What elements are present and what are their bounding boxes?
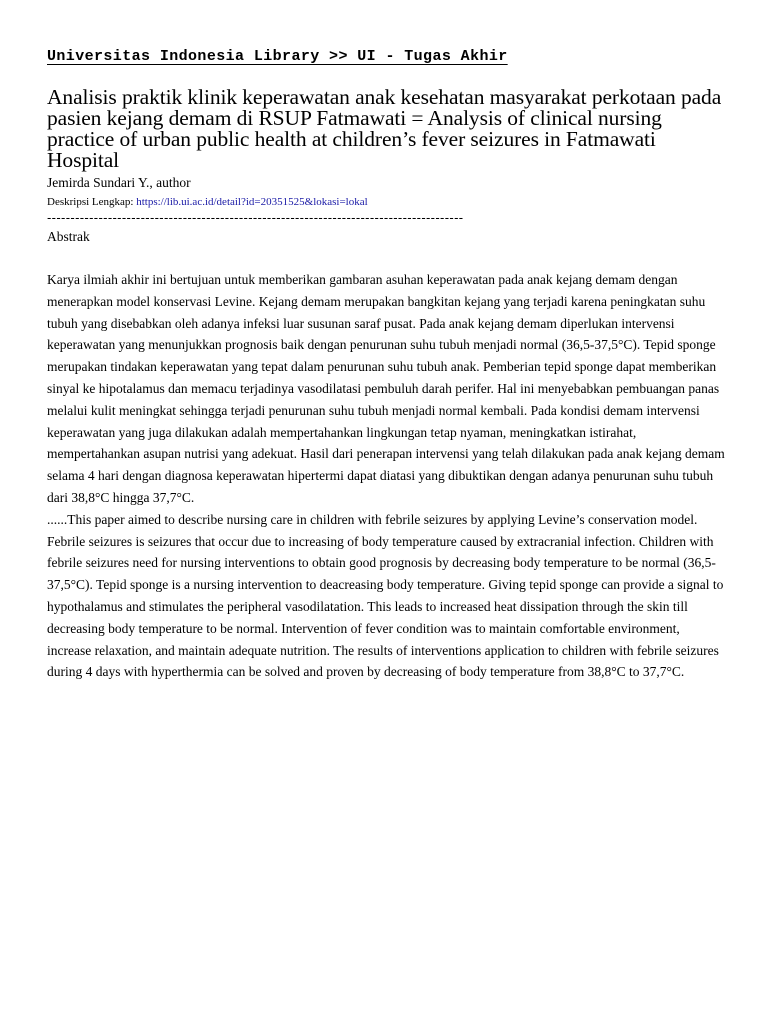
dashed-divider: ----------------------------------------------------------------------------------------- xyxy=(47,211,464,224)
description-label: Deskripsi Lengkap: xyxy=(47,196,134,208)
abstract-paragraph-indonesian: Karya ilmiah akhir ini bertujuan untuk memberikan gambaran asuhan keperawatan pada anak kejang demam dengan menerapkan model konservasi Levine. Kejang demam merupakan bangkitan kejang yang terjadi karena peningkatan suhu tubuh yang disebabkan oleh adanya infeksi luar susunan saraf pusat. Pada anak kejang demam diperlukan intervensi keperawatan yang menunjukkan prognosis baik dengan penurunan suhu tubuh menjadi normal (36,5-37,5°C). Tepid sponge merupakan tindakan keperawatan yang tepat dalam penurunan suhu tubuh anak. Pemberian tepid sponge dapat memberikan sinyal ke hipotalamus dan memacu terjadinya vasodilatasi pembuluh darah perifer. Hal ini menyebabkan pembuangan panas melalui kulit meningkat sehingga terjadi penurunan suhu tubuh menjadi normal kembali. Pada kondisi demam intervensi keperawatan yang juga dilakukan adalah mempertahankan lingkungan tetap nyaman, meningkatkan istirahat, mempertahankan asupan nutrisi yang adekuat. Hasil dari penerapan intervensi yang telah dilakukan pada anak kejang demam selama 4 hari dengan diagnosa keperawatan hipertermi dapat diatasi yang dibuktikan dengan adanya penurunan suhu tubuh dari 38,8°C hingga 37,7°C. xyxy=(47,272,725,505)
description-line xyxy=(47,195,727,209)
abstract-heading: Abstrak xyxy=(47,229,90,244)
abstract-body xyxy=(47,269,727,683)
author-line: Jemirda Sundari Y., author xyxy=(47,175,191,190)
abstract-paragraph-english: ......This paper aimed to describe nursing care in children with febrile seizures by applying Levine’s conservation model. Febrile seizures is seizures that occur due to increasing of body temperature caused by extracranial infection. Children with febrile seizures need for nursing interventions to obtain good prognosis by decreasing body temperature to be normal (36,5-37,5°C). Tepid sponge is a nursing intervention to deacreasing body temperature. Giving tepid sponge can provide a signal to hypothalamus and stimulates the peripheral vasodilatation. This leads to increased heat dissipation through the skin till decreasing body temperature to be normal. Intervention of fever condition was to maintain comfortable environment, increase relaxation, and maintain adequate nutrition. The results of interventions application to children with febrile seizures during 4 days with hyperthermia can be solved and proven by decreasing of body temperature from 38,8°C to 37,7°C. xyxy=(47,511,724,680)
document-page xyxy=(47,47,727,683)
description-url-link[interactable]: https://lib.ui.ac.id/detail?id=20351525&lokasi=lokal xyxy=(136,196,368,208)
library-breadcrumb-link[interactable]: Universitas Indonesia Library >> UI - Tugas Akhir xyxy=(47,48,508,65)
document-title: Analisis praktik klinik keperawatan anak kesehatan masyarakat perkotaan pada pasien kejang demam di RSUP Fatmawati = Analysis of clinical nursing practice of urban public health at children’s fever seizures in Fatmawati Hospital xyxy=(47,85,722,172)
